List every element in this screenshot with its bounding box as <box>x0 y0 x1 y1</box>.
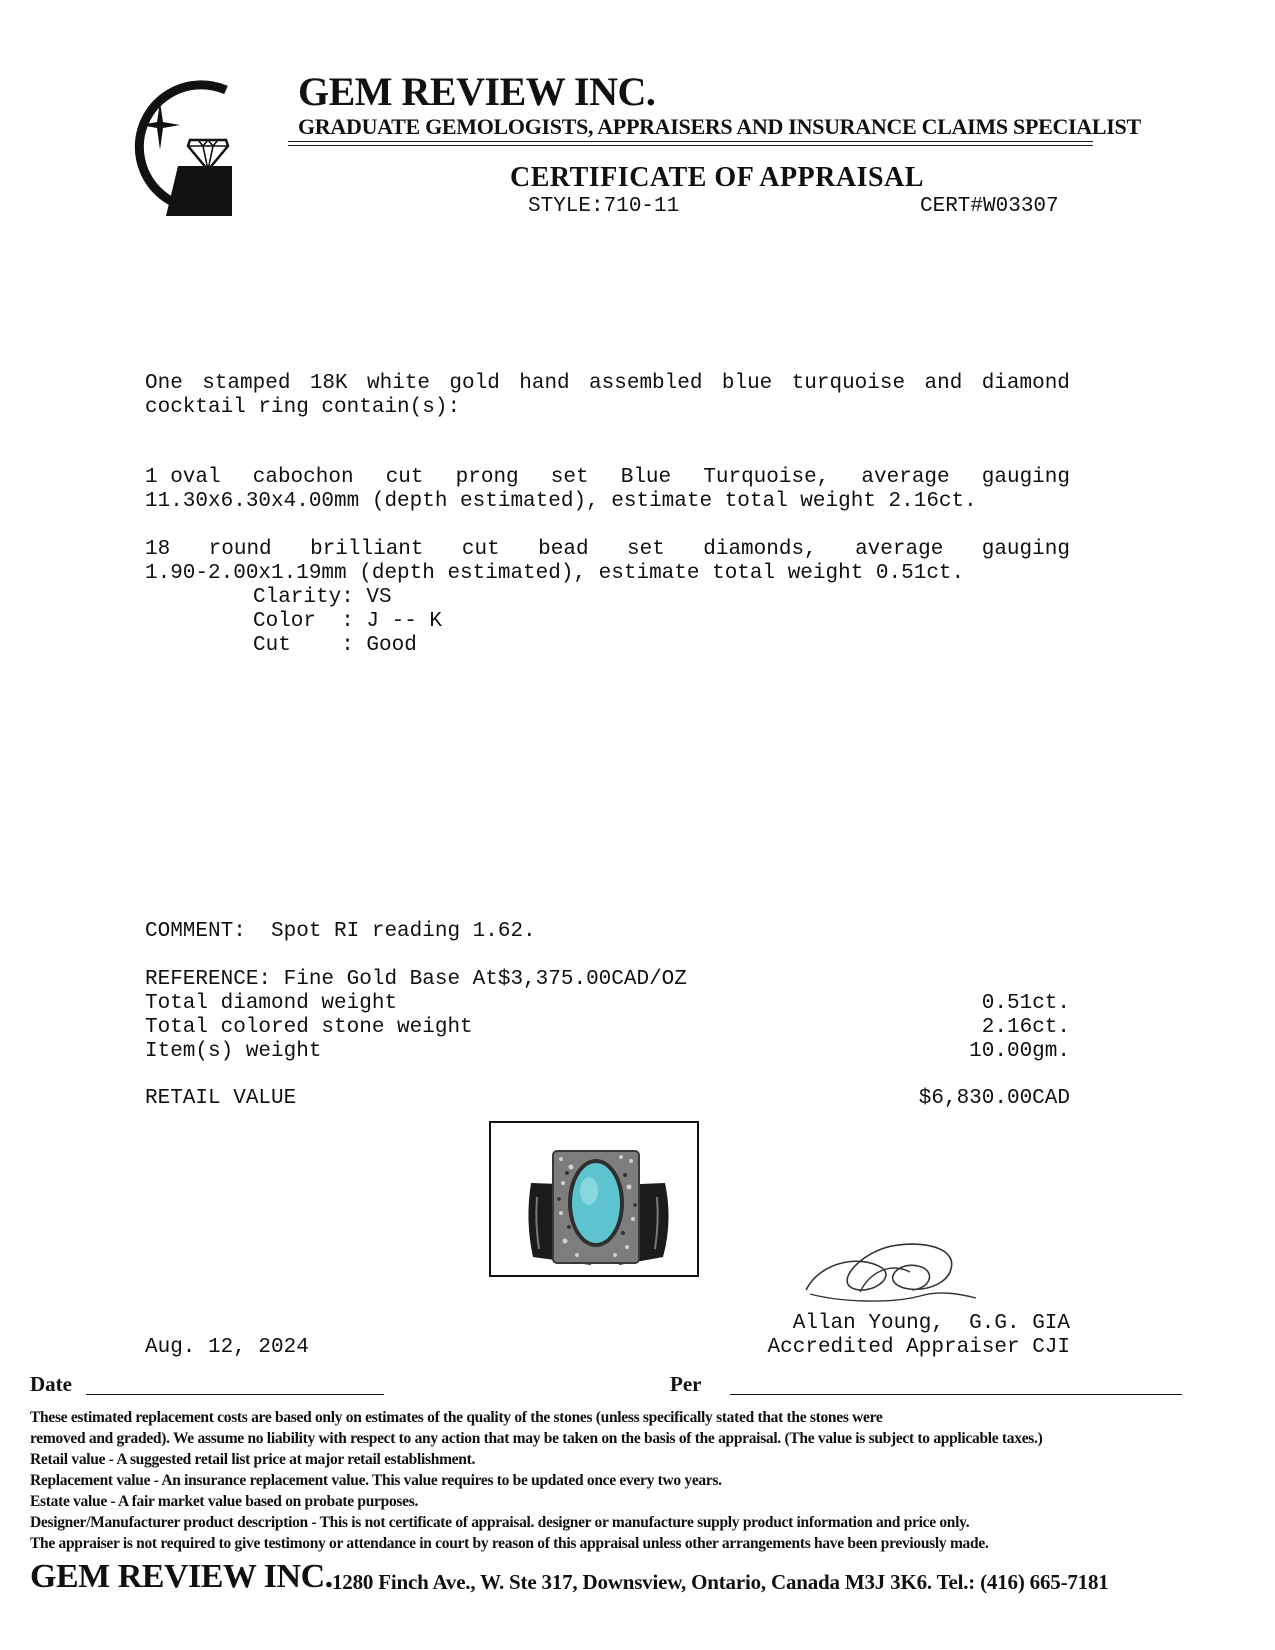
footer-address: 1280 Finch Ave., W. Ste 317, Downsview, Ontario, Canada M3J 3K6. Tel.: (416) 665-7181 <box>332 1570 1109 1594</box>
comment: COMMENT: Spot RI reading 1.62. <box>145 920 536 943</box>
disclaimer-line-7: The appraiser is not required to give testimony or attendance in court by reason of this appraisal unless other arrangements have been previously made. <box>30 1535 989 1552</box>
disclaimer-line-2: removed and graded). We assume no liability with respect to any action that may be taken on the basis of the appraisal. (The value is subject to applicable taxes.) <box>30 1430 1043 1447</box>
company-name: GEM REVIEW INC. <box>298 69 656 114</box>
disclaimer-line-6: Designer/Manufacturer product description - This is not certificate of appraisal. designer or manufacture supply product information and price only. <box>30 1514 970 1531</box>
certificate-title: CERTIFICATE OF APPRAISAL <box>510 162 924 193</box>
appraiser-title: Accredited Appraiser CJI <box>767 1336 1070 1359</box>
header-rule-top <box>288 141 1093 142</box>
style-number: STYLE:710-11 <box>528 195 680 218</box>
per-label: Per <box>670 1372 702 1396</box>
stone2-line-2: 1.90-2.00x1.19mm (depth estimated), estimate total weight 0.51ct. <box>145 562 965 585</box>
retail-value-label: RETAIL VALUE <box>145 1087 297 1110</box>
date-label: Date <box>30 1372 72 1396</box>
stone2-clarity: Clarity: VS <box>253 586 392 609</box>
description-line-1: One stamped 18K white gold hand assembled blue turquoise and diamond <box>145 372 1070 395</box>
footer-company: GEM REVIEW INC. <box>30 1558 333 1595</box>
cert-number: CERT#W03307 <box>920 195 1059 218</box>
company-tagline: GRADUATE GEMOLOGISTS, APPRAISERS AND INSURANCE CLAIMS SPECIALIST <box>298 114 1141 139</box>
ring-illustration <box>491 1123 697 1275</box>
stone1-line-1: 1 oval cabochon cut prong set Blue Turquoise, average gauging <box>145 466 1070 489</box>
reference: REFERENCE: Fine Gold Base At$3,375.00CAD/OZ <box>145 968 687 991</box>
weight-value-item: 10.00gm. <box>969 1040 1070 1063</box>
gem-logo-icon <box>108 78 248 223</box>
weight-value-colored: 2.16ct. <box>981 1016 1070 1039</box>
date-line[interactable] <box>86 1394 384 1395</box>
retail-value-amount: $6,830.00CAD <box>918 1087 1070 1110</box>
stone2-color: Color : J -- K <box>253 610 443 633</box>
description-line-2: cocktail ring contain(s): <box>145 396 461 419</box>
weight-label-diamond: Total diamond weight <box>145 992 398 1015</box>
header-rule-bottom <box>288 145 1093 146</box>
disclaimer-line-3: Retail value - A suggested retail list price at major retail establishment. <box>30 1451 476 1468</box>
stone2-line-1: 18 round brilliant cut bead set diamonds, average gauging <box>145 538 1070 561</box>
weight-value-diamond: 0.51ct. <box>981 992 1070 1015</box>
disclaimer-line-5: Estate value - A fair market value based on probate purposes. <box>30 1493 419 1510</box>
per-line[interactable] <box>730 1394 1182 1395</box>
disclaimer-line-1: These estimated replacement costs are based only on estimates of the quality of the stones (unless specifically stated that the stones were <box>30 1409 883 1426</box>
weight-label-colored: Total colored stone weight <box>145 1016 473 1039</box>
appraiser-name: Allan Young, G.G. GIA <box>792 1312 1070 1335</box>
ring-photo <box>489 1121 699 1277</box>
stone2-cut: Cut : Good <box>253 634 417 657</box>
appraisal-date: Aug. 12, 2024 <box>145 1336 309 1359</box>
weight-label-item: Item(s) weight <box>145 1040 322 1063</box>
stone1-line-2: 11.30x6.30x4.00mm (depth estimated), estimate total weight 2.16ct. <box>145 490 977 513</box>
disclaimer-line-4: Replacement value - An insurance replacement value. This value requires to be updated once every two years. <box>30 1472 722 1489</box>
signature <box>800 1232 1020 1320</box>
